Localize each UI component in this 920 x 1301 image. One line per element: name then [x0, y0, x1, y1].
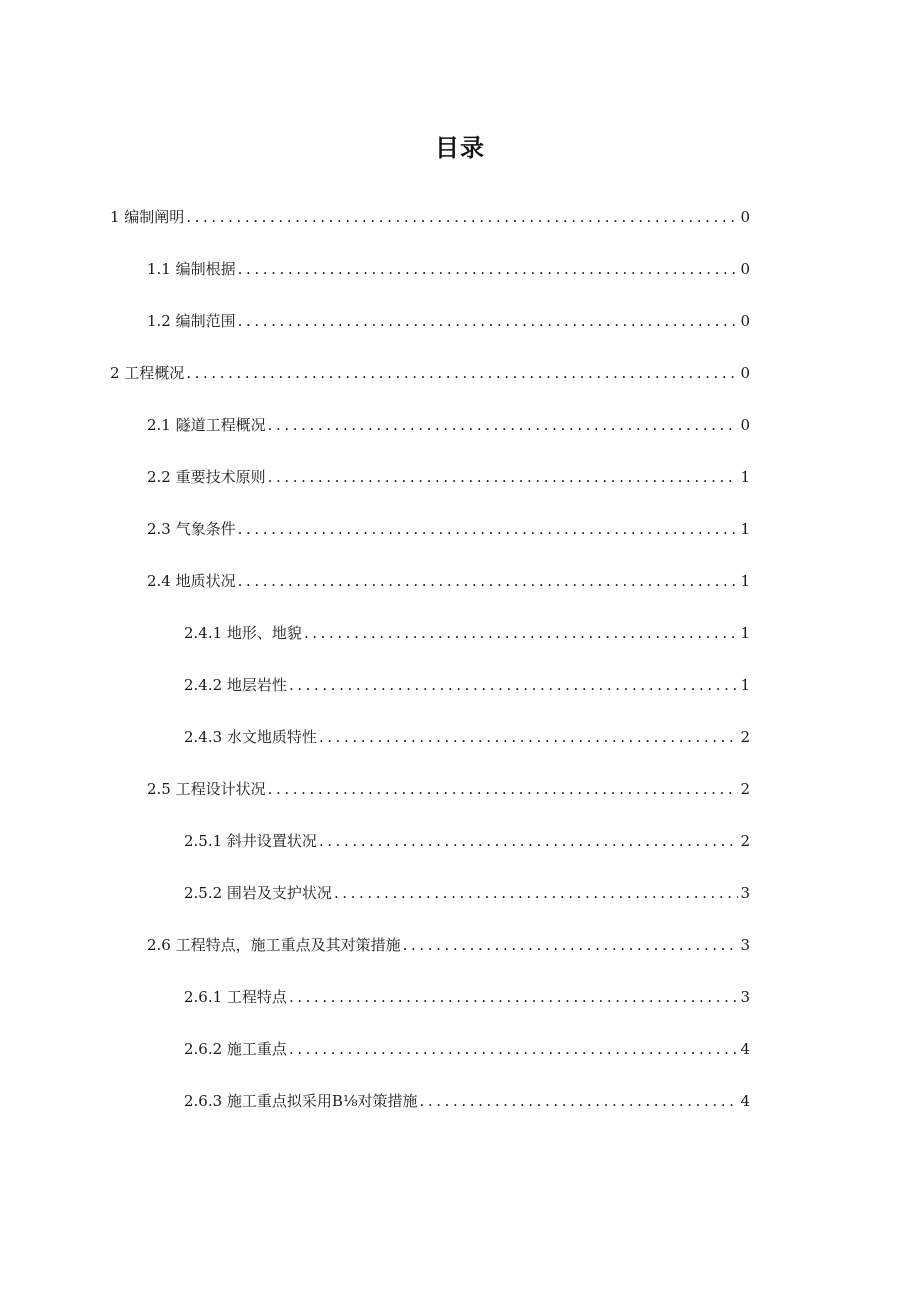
toc-page-number: 0: [740, 416, 750, 434]
toc-page-number: 2: [740, 780, 750, 798]
toc-entry-label: 1.2 编制范围: [147, 312, 236, 330]
toc-page-number: 1: [740, 624, 750, 642]
toc-entry[interactable]: [110, 361, 750, 385]
toc-page-number: 2: [740, 832, 750, 850]
toc-entry[interactable]: [147, 257, 750, 281]
toc-entry[interactable]: [184, 829, 750, 853]
toc-entry[interactable]: [147, 517, 750, 541]
toc-entry-label: 2.1 隧道工程概况: [147, 416, 266, 434]
toc-entry[interactable]: [147, 413, 750, 437]
toc-leader-dots: [289, 673, 738, 697]
toc-leader-dots: [186, 205, 738, 229]
toc-page-number: 1: [740, 572, 750, 590]
toc-entry[interactable]: [184, 881, 750, 905]
toc-page-number: 4: [740, 1040, 750, 1058]
toc-entry-label: 2 工程概况: [110, 364, 185, 382]
toc-page-number: 3: [740, 936, 750, 954]
toc-leader-dots: [403, 933, 738, 957]
toc-entry[interactable]: [147, 933, 750, 957]
toc-entry-label: 2.5.1 斜井设置状况: [184, 832, 317, 850]
toc-entry[interactable]: [184, 621, 750, 645]
toc-entry-label: 2.4.3 水文地质特性: [184, 728, 317, 746]
toc-entry-label: 2.5.2 围岩及支护状况: [184, 884, 332, 902]
toc-leader-dots: [186, 361, 738, 385]
toc-entry-label: 2.6 工程特点，施工重点及其对策措施: [147, 936, 401, 954]
toc-entry[interactable]: [184, 1089, 750, 1113]
toc-leader-dots: [238, 569, 738, 593]
toc-entry-label: 2.6.3 施工重点拟采用B⅛对策措施: [184, 1092, 418, 1110]
toc-entry[interactable]: [184, 985, 750, 1009]
toc-entry-label: 1 编制阐明: [110, 208, 185, 226]
toc-entry[interactable]: [147, 569, 750, 593]
toc-leader-dots: [289, 985, 738, 1009]
toc-page-number: 1: [740, 468, 750, 486]
toc-leader-dots: [334, 881, 738, 905]
toc-entry-label: 2.4.1 地形、地貌: [184, 624, 302, 642]
page-title: 目录: [435, 134, 485, 162]
toc-entry-label: 2.3 气象条件: [147, 520, 236, 538]
toc-leader-dots: [304, 621, 738, 645]
toc-entry[interactable]: [147, 465, 750, 489]
toc-leader-dots: [238, 517, 738, 541]
toc-leader-dots: [289, 1037, 738, 1061]
toc-entry[interactable]: [184, 1037, 750, 1061]
toc-page-number: 0: [740, 208, 750, 226]
toc-page-number: 1: [740, 520, 750, 538]
toc-leader-dots: [238, 309, 738, 333]
toc-entry[interactable]: [184, 673, 750, 697]
toc-page-number: 0: [740, 364, 750, 382]
toc-entry-label: 1.1 编制根据: [147, 260, 236, 278]
toc-page-number: 4: [740, 1092, 750, 1110]
toc-entry-label: 2.5 工程设计状况: [147, 780, 266, 798]
toc-leader-dots: [268, 413, 738, 437]
toc-leader-dots: [319, 829, 738, 853]
toc-leader-dots: [238, 257, 738, 281]
toc-leader-dots: [319, 725, 738, 749]
toc-page-number: 3: [740, 988, 750, 1006]
toc-entry[interactable]: [110, 205, 750, 229]
toc-page-number: 2: [740, 728, 750, 746]
toc-page-number: 0: [740, 260, 750, 278]
toc-entry-label: 2.2 重要技术原则: [147, 468, 266, 486]
toc-page-number: 1: [740, 676, 750, 694]
toc-entry-label: 2.6.2 施工重点: [184, 1040, 287, 1058]
toc-page-number: 0: [740, 312, 750, 330]
toc-entry-label: 2.6.1 工程特点: [184, 988, 287, 1006]
toc-entry[interactable]: [147, 309, 750, 333]
toc-leader-dots: [420, 1089, 739, 1113]
toc-leader-dots: [268, 777, 738, 801]
toc-entry[interactable]: [147, 777, 750, 801]
toc-leader-dots: [268, 465, 738, 489]
toc-entry-label: 2.4.2 地层岩性: [184, 676, 287, 694]
toc-entry[interactable]: [184, 725, 750, 749]
toc-page-number: 3: [740, 884, 750, 902]
toc-entry-label: 2.4 地质状况: [147, 572, 236, 590]
